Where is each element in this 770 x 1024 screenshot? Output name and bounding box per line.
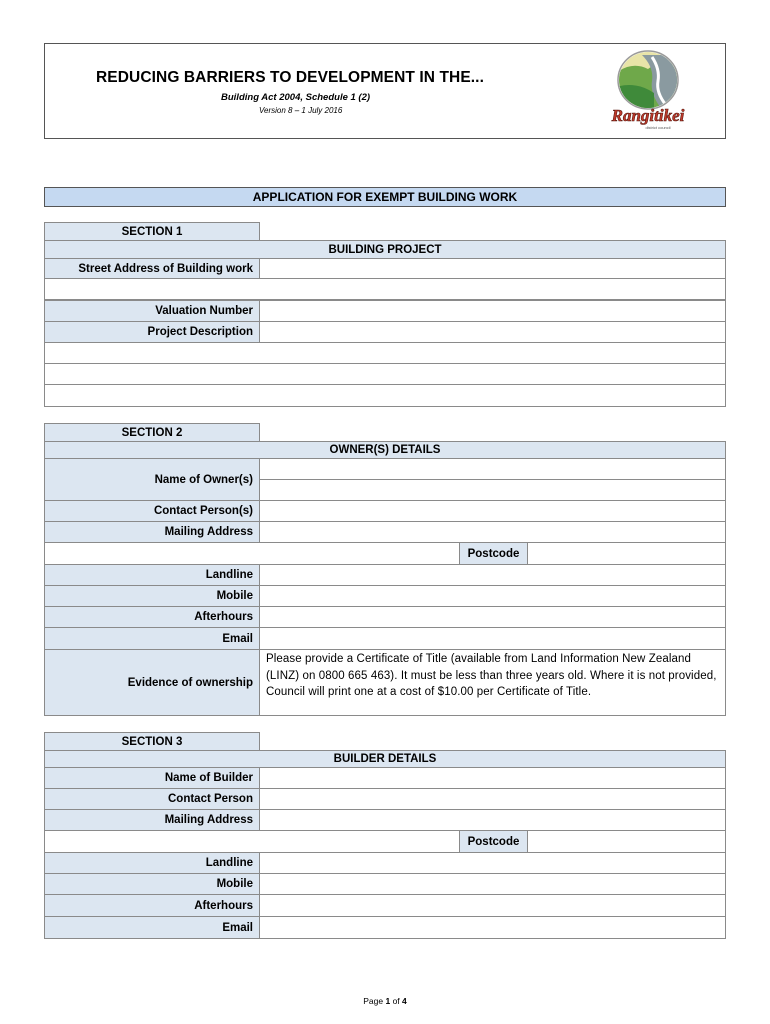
- page-of: of: [392, 996, 400, 1006]
- builder-name-label: Name of Builder: [44, 767, 260, 789]
- document-subtitle: Building Act 2004, Schedule 1 (2): [221, 92, 371, 103]
- project-description-line-3[interactable]: [44, 363, 726, 385]
- valuation-number-label: Valuation Number: [44, 300, 260, 322]
- builder-name-field[interactable]: [259, 767, 726, 789]
- owner-afterhours-field[interactable]: [259, 606, 726, 628]
- street-address-field[interactable]: [259, 258, 726, 279]
- section-1-label: SECTION 1: [44, 222, 260, 241]
- builder-postcode-field[interactable]: [527, 830, 726, 853]
- project-description-line-4[interactable]: [44, 384, 726, 407]
- owner-mobile-label: Mobile: [44, 585, 260, 607]
- builder-mailing-field-line-2[interactable]: [44, 830, 460, 853]
- project-description-label: Project Description: [44, 321, 260, 343]
- builder-email-field[interactable]: [259, 916, 726, 939]
- builder-landline-label: Landline: [44, 852, 260, 874]
- evidence-of-ownership-label: Evidence of ownership: [44, 649, 260, 716]
- section-3-label: SECTION 3: [44, 732, 260, 751]
- builder-details-header: BUILDER DETAILS: [44, 750, 726, 768]
- builder-email-label: Email: [44, 916, 260, 939]
- owner-afterhours-label: Afterhours: [44, 606, 260, 628]
- logo-wordmark: Rangitikei: [611, 106, 685, 125]
- owner-email-label: Email: [44, 627, 260, 650]
- project-description-field[interactable]: [259, 321, 726, 343]
- form-title: APPLICATION FOR EXEMPT BUILDING WORK: [44, 187, 726, 207]
- builder-contact-label: Contact Person: [44, 788, 260, 810]
- evidence-of-ownership-note: Please provide a Certificate of Title (available from Land Information New Zealand (LINZ) on 0800 665 463). It must be less than three years old. Where it is not provided, Council will print one at a cost of $10.00 per Certificate of Title.: [259, 649, 726, 716]
- page-total: 4: [402, 996, 407, 1006]
- builder-mobile-label: Mobile: [44, 873, 260, 895]
- page-prefix: Page: [363, 996, 384, 1006]
- builder-postcode-label: Postcode: [459, 830, 528, 853]
- document-title: REDUCING BARRIERS TO DEVELOPMENT IN THE...: [96, 69, 484, 86]
- owner-name-label: Name of Owner(s): [44, 458, 260, 501]
- council-logo: [596, 47, 700, 131]
- page-number: [0, 996, 770, 1006]
- builder-afterhours-field[interactable]: [259, 894, 726, 917]
- builder-mailing-field[interactable]: [259, 809, 726, 831]
- owner-contact-field[interactable]: [259, 500, 726, 522]
- document-version: Version 8 – 1 July 2016: [259, 106, 343, 115]
- section-2-label: SECTION 2: [44, 423, 260, 442]
- builder-landline-field[interactable]: [259, 852, 726, 874]
- builder-afterhours-label: Afterhours: [44, 894, 260, 917]
- owner-email-field[interactable]: [259, 627, 726, 650]
- owner-mailing-label: Mailing Address: [44, 521, 260, 543]
- owner-landline-field[interactable]: [259, 564, 726, 586]
- street-address-label: Street Address of Building work: [44, 258, 260, 279]
- owner-name-field[interactable]: [259, 458, 726, 480]
- owner-landline-label: Landline: [44, 564, 260, 586]
- owner-postcode-label: Postcode: [459, 542, 528, 565]
- owner-mailing-field-line-2[interactable]: [44, 542, 460, 565]
- valuation-number-field[interactable]: [259, 300, 726, 322]
- owner-mobile-field[interactable]: [259, 585, 726, 607]
- owner-details-header: OWNER(S) DETAILS: [44, 441, 726, 459]
- street-address-field-line-2[interactable]: [44, 278, 726, 300]
- owner-name-field-line-2[interactable]: [259, 479, 726, 501]
- builder-mobile-field[interactable]: [259, 873, 726, 895]
- page-current: 1: [385, 996, 391, 1006]
- builder-contact-field[interactable]: [259, 788, 726, 810]
- builder-mailing-label: Mailing Address: [44, 809, 260, 831]
- owner-postcode-field[interactable]: [527, 542, 726, 565]
- owner-contact-label: Contact Person(s): [44, 500, 260, 522]
- svg-text:district council: district council: [645, 125, 671, 130]
- project-description-line-2[interactable]: [44, 342, 726, 364]
- building-project-header: BUILDING PROJECT: [44, 240, 726, 259]
- owner-mailing-field[interactable]: [259, 521, 726, 543]
